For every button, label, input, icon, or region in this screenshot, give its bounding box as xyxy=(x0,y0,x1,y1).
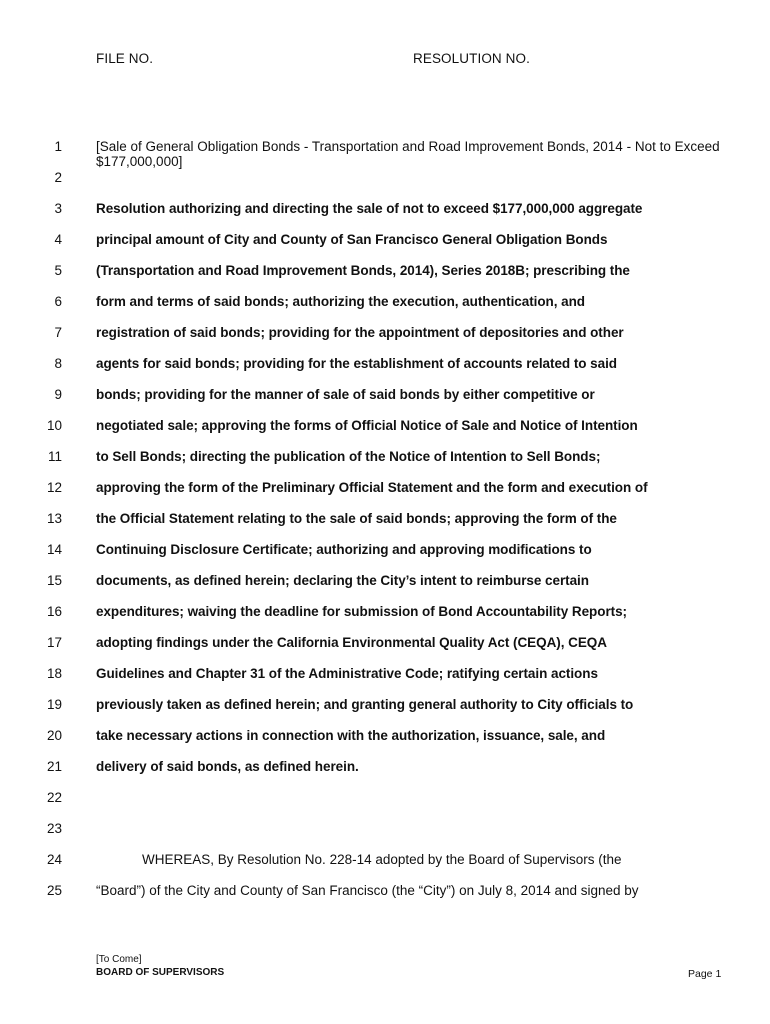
line-number: 7 xyxy=(54,325,62,340)
line-number: 3 xyxy=(54,201,62,216)
line-number: 14 xyxy=(46,542,62,557)
to-come-note: [To Come] xyxy=(96,954,142,965)
line-number: 11 xyxy=(47,449,62,464)
resolution-number-label: RESOLUTION NO. xyxy=(413,51,530,66)
title-line: form and terms of said bonds; authorizing the execution, authentication, and xyxy=(96,294,585,309)
line-number: 8 xyxy=(54,356,62,371)
title-line: take necessary actions in connection with the authorization, issuance, sale, and xyxy=(96,728,606,743)
title-line: bonds; providing for the manner of sale of said bonds by either competitive or xyxy=(96,387,595,402)
line-number: 2 xyxy=(54,170,62,185)
line-number: 15 xyxy=(46,573,62,588)
title-line: previously taken as defined herein; and granting general authority to City officials to xyxy=(96,697,634,712)
line-number: 5 xyxy=(54,263,62,278)
title-line: Guidelines and Chapter 31 of the Administrative Code; ratifying certain actions xyxy=(96,666,598,681)
line-number: 25 xyxy=(46,883,62,898)
body-line: “Board”) of the City and County of San Francisco (the “City”) on July 8, 2014 and signed by xyxy=(96,883,639,898)
document-caption: [Sale of General Obligation Bonds - Transportation and Road Improvement Bonds, 2014 - Not to Exceed $177,000,000] xyxy=(96,139,720,169)
line-number: 23 xyxy=(46,821,62,836)
line-number: 1 xyxy=(54,139,62,154)
title-line: approving the form of the Preliminary Official Statement and the form and execution of xyxy=(96,480,648,495)
title-line: agents for said bonds; providing for the establishment of accounts related to said xyxy=(96,356,617,371)
line-number: 4 xyxy=(54,232,62,247)
line-number: 24 xyxy=(46,852,62,867)
title-line: negotiated sale; approving the forms of Official Notice of Sale and Notice of Intention xyxy=(96,418,638,433)
board-of-supervisors-label: BOARD OF SUPERVISORS xyxy=(96,967,225,978)
line-number: 18 xyxy=(46,666,62,681)
title-line: delivery of said bonds, as defined herein. xyxy=(96,759,359,774)
line-number: 6 xyxy=(54,294,62,309)
title-line: registration of said bonds; providing for the appointment of depositories and other xyxy=(96,325,624,340)
line-number: 16 xyxy=(46,604,62,619)
title-line: adopting findings under the California Environmental Quality Act (CEQA), CEQA xyxy=(96,635,607,650)
title-line: principal amount of City and County of San Francisco General Obligation Bonds xyxy=(96,232,608,247)
body-line: WHEREAS, By Resolution No. 228-14 adopted by the Board of Supervisors (the xyxy=(142,852,622,867)
title-line: to Sell Bonds; directing the publication of the Notice of Intention to Sell Bonds; xyxy=(96,449,601,464)
title-line: Resolution authorizing and directing the sale of not to exceed $177,000,000 aggregate xyxy=(96,201,643,216)
title-line: expenditures; waiving the deadline for submission of Bond Accountability Reports; xyxy=(96,604,628,619)
line-number: 9 xyxy=(54,387,62,402)
line-number: 17 xyxy=(46,635,62,650)
footer-left xyxy=(96,953,224,979)
title-line: documents, as defined herein; declaring the City’s intent to reimburse certain xyxy=(96,573,589,588)
line-number: 13 xyxy=(46,511,62,526)
line-number: 20 xyxy=(46,728,62,743)
title-line: the Official Statement relating to the sale of said bonds; approving the form of the xyxy=(96,511,617,526)
line-number: 21 xyxy=(46,759,62,774)
line-number: 10 xyxy=(46,418,62,433)
line-number: 19 xyxy=(46,697,62,712)
file-number-label: FILE NO. xyxy=(96,51,154,66)
line-number: 12 xyxy=(46,480,62,495)
title-line: Continuing Disclosure Certificate; authorizing and approving modifications to xyxy=(96,542,592,557)
line-number: 22 xyxy=(46,790,62,805)
title-line: (Transportation and Road Improvement Bonds, 2014), Series 2018B; prescribing the xyxy=(96,263,630,278)
page-number: Page 1 xyxy=(688,968,722,980)
